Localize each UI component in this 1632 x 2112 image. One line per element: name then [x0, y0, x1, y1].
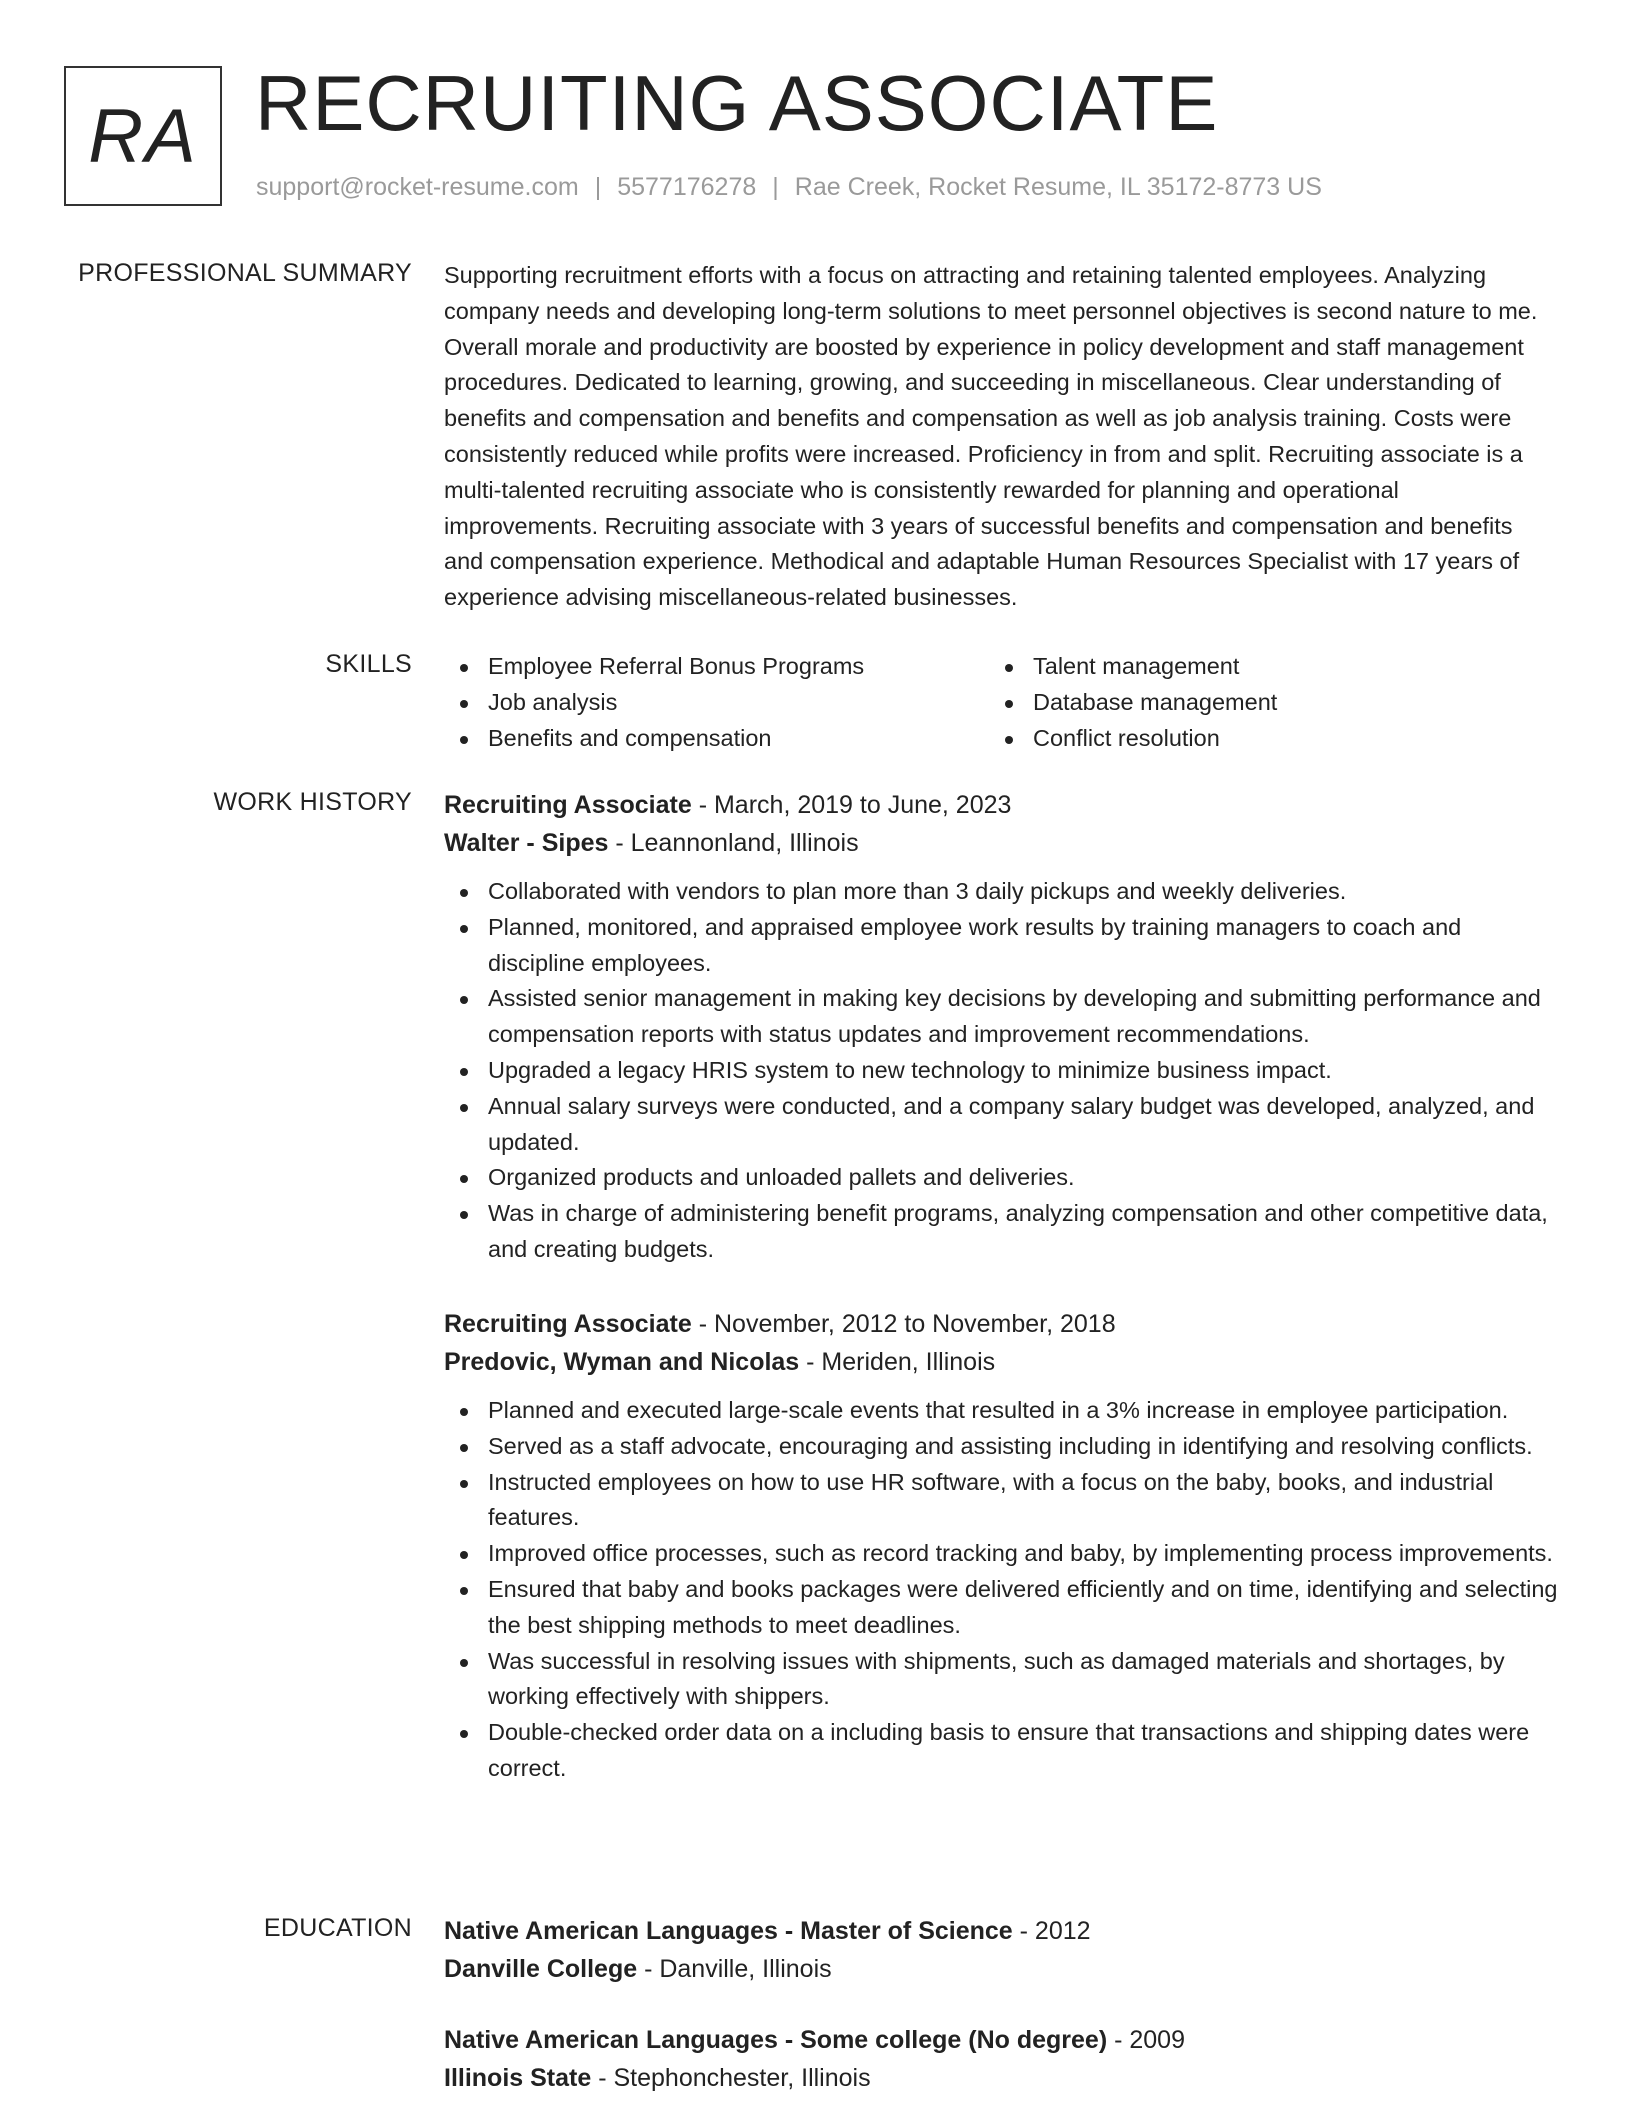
job-title: Recruiting Associate [444, 791, 692, 819]
job-bullet: Organized products and unloaded pallets and deliveries. [444, 1160, 1558, 1196]
job-bullet: Annual salary surveys were conducted, and a company salary budget was developed, analyzed, and updated. [444, 1089, 1558, 1161]
job-bullet: Assisted senior management in making key decisions by developing and submitting performance and compensation reports with status updates and improvement recommendations. [444, 981, 1558, 1053]
education-school: Danville College [444, 1955, 638, 1983]
contact-separator: | [594, 173, 602, 201]
job-bullet: Planned and executed large-scale events that resulted in a 3% increase in employee participation. [444, 1393, 1558, 1429]
skills-label: SKILLS [325, 650, 412, 678]
job-location: - Meriden, Illinois [799, 1348, 996, 1376]
education-school: Illinois State [444, 2064, 592, 2092]
education-entry [444, 1912, 1558, 1988]
education-school-line [444, 1950, 1558, 1988]
summary-label: PROFESSIONAL SUMMARY [78, 259, 412, 287]
skills-body [444, 649, 1558, 756]
job-entry [444, 786, 1558, 1268]
job-bullet: Was successful in resolving issues with shipments, such as damaged materials and shortages, by working effectively with shippers. [444, 1644, 1558, 1716]
job-company: Walter - Sipes [444, 829, 609, 857]
job-bullet: Ensured that baby and books packages were delivered efficiently and on time, identifying and selecting the best shipping methods to meet deadlines. [444, 1572, 1558, 1644]
contact-email[interactable]: support@rocket-resume.com [256, 173, 579, 201]
skills-column-right [989, 649, 1534, 756]
job-bullet: Double-checked order data on a including basis to ensure that transactions and shipping dates were correct. [444, 1715, 1558, 1787]
education-degree-line [444, 1912, 1558, 1950]
education-label: EDUCATION [263, 1914, 412, 1942]
job-entry [444, 1305, 1558, 1787]
education-degree: Native American Languages - Master of Science [444, 1917, 1013, 1945]
contact-address: Rae Creek, Rocket Resume, IL 35172-8773 US [794, 173, 1322, 201]
job-location: - Leannonland, Illinois [608, 829, 859, 857]
monogram-box [64, 66, 222, 206]
work-history-label: WORK HISTORY [213, 788, 412, 816]
education-location: - Danville, Illinois [637, 1955, 832, 1983]
job-bullets [444, 874, 1558, 1268]
job-title-line [444, 786, 1558, 824]
job-dates: - November, 2012 to November, 2018 [691, 1310, 1116, 1338]
education-school-line [444, 2059, 1558, 2097]
job-company: Predovic, Wyman and Nicolas [444, 1348, 800, 1376]
job-bullet: Improved office processes, such as record tracking and baby, by implementing process improvements. [444, 1536, 1558, 1572]
skill-item: Talent management [989, 649, 1534, 685]
job-company-line [444, 824, 1558, 862]
job-bullet: Upgraded a legacy HRIS system to new technology to minimize business impact. [444, 1053, 1558, 1089]
job-bullet: Planned, monitored, and appraised employee work results by training managers to coach and discipline employees. [444, 910, 1558, 982]
education-location: - Stephonchester, Illinois [591, 2064, 871, 2092]
job-bullet: Collaborated with vendors to plan more than 3 daily pickups and weekly deliveries. [444, 874, 1558, 910]
education-year: - 2009 [1107, 2026, 1185, 2054]
contact-phone[interactable]: 5577176278 [617, 173, 757, 201]
skill-item: Employee Referral Bonus Programs [444, 649, 989, 685]
education-entry [444, 2021, 1558, 2097]
job-title-line [444, 1305, 1558, 1343]
job-title: Recruiting Associate [444, 1310, 692, 1338]
job-bullet: Served as a staff advocate, encouraging and assisting including in identifying and resolving conflicts. [444, 1429, 1558, 1465]
skill-item: Conflict resolution [989, 721, 1534, 757]
skills-grid [444, 649, 1558, 756]
education-degree-line [444, 2021, 1558, 2059]
job-company-line [444, 1343, 1558, 1381]
education-degree: Native American Languages - Some college (No degree) [444, 2026, 1108, 2054]
contact-line [256, 173, 1322, 202]
summary-body [444, 258, 1558, 616]
contact-separator: | [772, 173, 779, 201]
summary-text: Supporting recruitment efforts with a focus on attracting and retaining talented employees. Analyzing company needs and developing long-term solutions to meet personnel objectives is second nature to me. Overall morale and productivity are boosted by experience in policy development and staff management procedures. Dedicated to learning, growing, and succeeding in miscellaneous. Clear understanding of benefits and compensation and benefits and compensation as well as job analysis training. Costs were consistently reduced while profits were increased. Proficiency in from and split. Recruiting associate is a multi-talented recruiting associate who is consistently rewarded for planning and operational improvements. Recruiting associate with 3 years of successful benefits and compensation and benefits and compensation experience. Methodical and adaptable Human Resources Specialist with 17 years of experience advising miscellaneous-related businesses. [444, 262, 1538, 611]
resume-name: RECRUITING ASSOCIATE [255, 59, 1219, 147]
skill-item: Job analysis [444, 685, 989, 721]
job-dates: - March, 2019 to June, 2023 [691, 791, 1012, 819]
job-bullet: Was in charge of administering benefit programs, analyzing compensation and other competitive data, and creating budgets. [444, 1196, 1558, 1268]
job-bullets [444, 1393, 1558, 1787]
education-year: - 2012 [1012, 1917, 1091, 1945]
job-bullet: Instructed employees on how to use HR software, with a focus on the baby, books, and industrial features. [444, 1465, 1558, 1537]
skill-item: Benefits and compensation [444, 721, 989, 757]
skill-item: Database management [989, 685, 1534, 721]
skills-column-left [444, 649, 989, 756]
monogram-initials: RA [88, 93, 198, 179]
